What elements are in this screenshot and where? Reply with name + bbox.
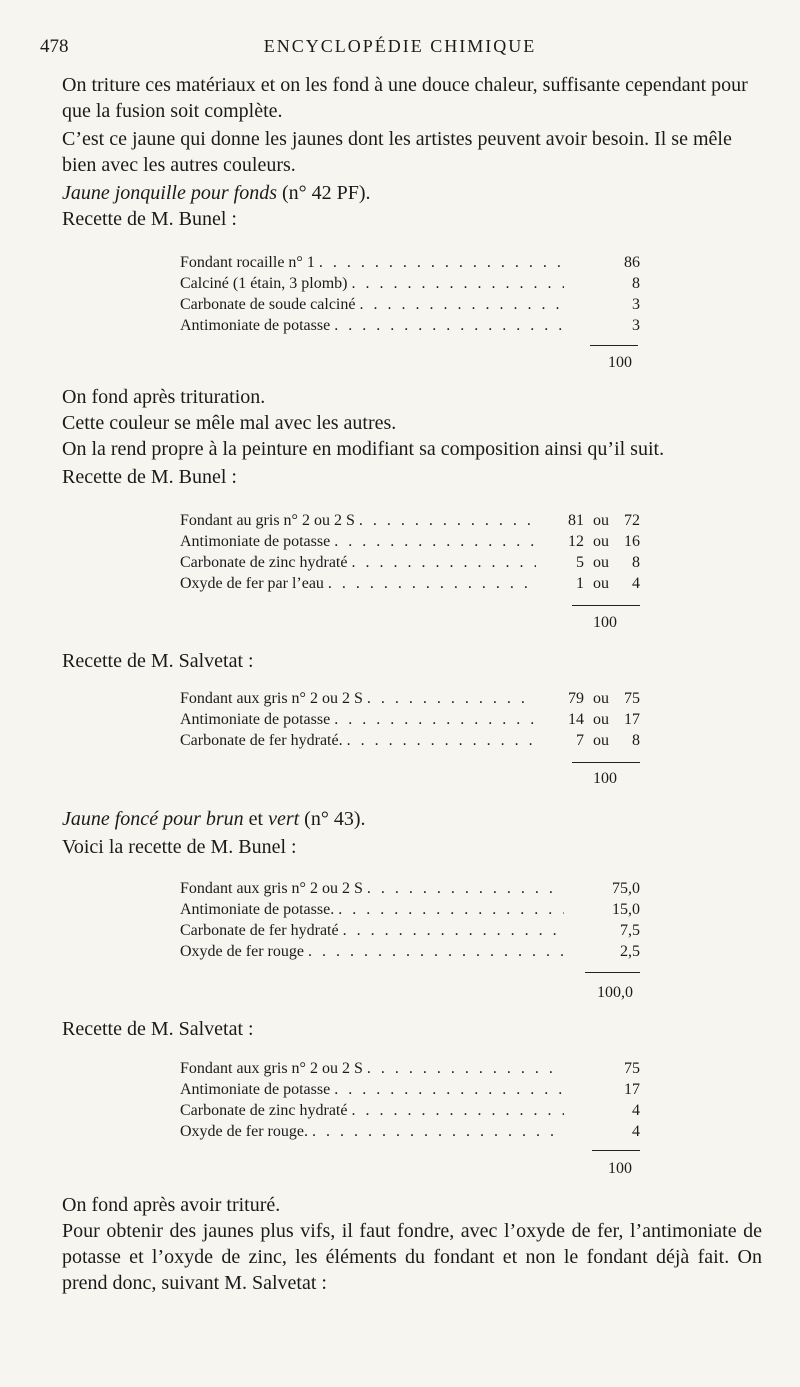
ingredient-name: Fondant aux gris n° 2 ou 2 S xyxy=(180,690,363,707)
recipe-row xyxy=(180,943,640,964)
qty-or: ou xyxy=(593,732,609,749)
recipe-5-label: Recette de M. Salvetat : xyxy=(62,1018,254,1040)
ingredient-name: Antimoniate de potasse. xyxy=(180,901,335,918)
heading-ref: (n° 42 PF). xyxy=(281,182,371,204)
recipe-2-table xyxy=(180,512,640,596)
recipe-4-label: Voici la recette de M. Bunel : xyxy=(62,836,297,858)
qty-min: 14 xyxy=(568,711,584,728)
heading-jaune-fonce xyxy=(62,806,762,832)
recipe-5-table xyxy=(180,1060,640,1144)
qty-max: 8 xyxy=(632,554,640,571)
leader-dots xyxy=(351,554,536,572)
qty-or: ou xyxy=(593,554,609,571)
qty-min: 1 xyxy=(576,575,584,592)
total-rule xyxy=(572,762,640,763)
recipe-row xyxy=(180,1123,640,1144)
heading-title-2: vert xyxy=(268,808,300,830)
recipe-row xyxy=(180,922,640,943)
qty-or: ou xyxy=(593,711,609,728)
ingredient-qty: 86 xyxy=(624,254,640,271)
leader-dots xyxy=(351,1102,564,1120)
ingredient-qty: 2,5 xyxy=(620,943,640,960)
leader-dots xyxy=(367,690,536,708)
ingredient-name: Fondant au gris n° 2 ou 2 S xyxy=(180,512,355,529)
running-title: ENCYCLOPÉDIE CHIMIQUE xyxy=(263,36,537,56)
heading-jaune-jonquille xyxy=(62,180,762,206)
leader-dots xyxy=(319,254,564,272)
recipe-4-total: 100,0 xyxy=(597,984,633,1001)
paragraph-jaunes-vifs: Pour obtenir des jaunes plus vifs, il faut fondre, avec l’oxyde de fer, l’antimoniate de potasse et l’oxyde de zinc, les éléments du fondant et non le fondant déjà fait. On prend donc, suivant M. Salvetat : xyxy=(62,1220,762,1294)
recipe-1-label: Recette de M. Bunel : xyxy=(62,208,237,230)
qty-min: 7 xyxy=(576,732,584,749)
ingredient-name: Fondant aux gris n° 2 ou 2 S xyxy=(180,1060,363,1077)
recipe-5-total: 100 xyxy=(608,1160,632,1177)
qty-min: 79 xyxy=(568,690,584,707)
ingredient-qty: 7,5 xyxy=(620,922,640,939)
qty-min: 12 xyxy=(568,533,584,550)
recipe-row xyxy=(180,732,640,753)
heading-title: Jaune foncé pour brun xyxy=(62,808,244,830)
recipe-1-table xyxy=(180,254,640,338)
leader-dots xyxy=(359,512,536,530)
leader-dots xyxy=(352,275,564,293)
ingredient-qty: 15,0 xyxy=(612,901,640,918)
qty-max: 72 xyxy=(624,512,640,529)
recipe-row xyxy=(180,690,640,711)
ingredient-name: Antimoniate de potasse xyxy=(180,533,331,550)
leader-dots xyxy=(343,922,564,940)
page-number: 478 xyxy=(40,36,69,57)
qty-min: 81 xyxy=(568,512,584,529)
ingredient-name: Oxyde de fer rouge. xyxy=(180,1123,308,1140)
paragraph-triture: On triture ces matériaux et on les fond à une douce chaleur, suffisante cependant pour que la fusion soit complète. xyxy=(62,74,748,122)
recipe-row xyxy=(180,901,640,922)
leader-dots xyxy=(334,533,536,551)
recipe-3-total: 100 xyxy=(593,770,617,787)
qty-or: ou xyxy=(593,690,609,707)
qty-max: 75 xyxy=(624,690,640,707)
leader-dots xyxy=(328,575,536,593)
qty-max: 4 xyxy=(632,575,640,592)
recipe-row xyxy=(180,711,640,732)
recipe-3-label: Recette de M. Salvetat : xyxy=(62,650,254,672)
ingredient-name: Carbonate de soude calciné xyxy=(180,296,356,313)
recipe-row xyxy=(180,533,640,554)
qty-or: ou xyxy=(593,575,609,592)
paragraph-artistes: C’est ce jaune qui donne les jaunes dont les artistes peuvent avoir besoin. Il se mêle bien avec les autres couleurs. xyxy=(62,128,732,176)
recipe-row xyxy=(180,880,640,901)
ingredient-name: Carbonate de fer hydraté xyxy=(180,922,339,939)
recipe-row xyxy=(180,254,640,275)
leader-dots xyxy=(312,1123,564,1141)
ingredient-qty: 75,0 xyxy=(612,880,640,897)
ingredient-qty: 17 xyxy=(624,1081,640,1098)
leader-dots xyxy=(347,732,536,750)
ingredient-qty: 4 xyxy=(632,1102,640,1119)
recipe-row xyxy=(180,575,640,596)
ingredient-name: Oxyde de fer rouge xyxy=(180,943,304,960)
qty-max: 17 xyxy=(624,711,640,728)
heading-connector: et xyxy=(248,808,264,830)
ingredient-qty: 4 xyxy=(632,1123,640,1140)
leader-dots xyxy=(338,901,564,919)
recipe-2-total: 100 xyxy=(593,614,617,631)
recipe-row xyxy=(180,1081,640,1102)
ingredient-name: Carbonate de zinc hydraté xyxy=(180,1102,348,1119)
recipe-row xyxy=(180,317,640,338)
ingredient-name: Oxyde de fer par l’eau xyxy=(180,575,324,592)
leader-dots xyxy=(334,1081,564,1099)
qty-max: 16 xyxy=(624,533,640,550)
leader-dots xyxy=(367,880,564,898)
ingredient-qty: 75 xyxy=(624,1060,640,1077)
total-rule xyxy=(572,605,640,606)
ingredient-name: Carbonate de fer hydraté. xyxy=(180,732,343,749)
ingredient-qty: 3 xyxy=(632,317,640,334)
ingredient-name: Calciné (1 étain, 3 plomb) xyxy=(180,275,348,292)
ingredient-qty: 3 xyxy=(632,296,640,313)
ingredient-qty: 8 xyxy=(632,275,640,292)
recipe-row xyxy=(180,1060,640,1081)
leader-dots xyxy=(367,1060,564,1078)
recipe-4-table xyxy=(180,880,640,964)
recipe-row xyxy=(180,554,640,575)
leader-dots xyxy=(359,296,564,314)
recipe-row xyxy=(180,275,640,296)
recipe-row xyxy=(180,296,640,317)
leader-dots xyxy=(334,317,564,335)
qty-or: ou xyxy=(593,512,609,529)
ingredient-name: Antimoniate de potasse xyxy=(180,1081,331,1098)
qty-min: 5 xyxy=(576,554,584,571)
paragraph-mele-mal: Cette couleur se mêle mal avec les autres. xyxy=(62,412,397,434)
leader-dots xyxy=(334,711,536,729)
ingredient-name: Fondant aux gris n° 2 ou 2 S xyxy=(180,880,363,897)
heading-ref: (n° 43). xyxy=(304,808,366,830)
ingredient-name: Fondant rocaille n° 1 xyxy=(180,254,315,271)
ingredient-name: Carbonate de zinc hydraté xyxy=(180,554,348,571)
ingredient-name: Antimoniate de potasse xyxy=(180,317,331,334)
paragraph-apres-trituration: On fond après avoir trituré. xyxy=(62,1194,281,1216)
total-rule xyxy=(585,972,640,973)
heading-title: Jaune jonquille pour fonds xyxy=(62,182,277,204)
recipe-row xyxy=(180,1102,640,1123)
recipe-2-label: Recette de M. Bunel : xyxy=(62,466,237,488)
total-rule xyxy=(592,1150,640,1151)
recipe-row xyxy=(180,512,640,533)
total-rule xyxy=(590,345,638,346)
page-header xyxy=(40,36,760,60)
qty-max: 8 xyxy=(632,732,640,749)
leader-dots xyxy=(308,943,564,961)
paragraph-rend-propre: On la rend propre à la peinture en modifiant sa composition ainsi qu’il suit. xyxy=(62,438,665,460)
ingredient-name: Antimoniate de potasse xyxy=(180,711,331,728)
qty-or: ou xyxy=(593,533,609,550)
recipe-3-table xyxy=(180,690,640,753)
paragraph-trituration: On fond après trituration. xyxy=(62,386,266,408)
recipe-1-total: 100 xyxy=(608,354,632,371)
